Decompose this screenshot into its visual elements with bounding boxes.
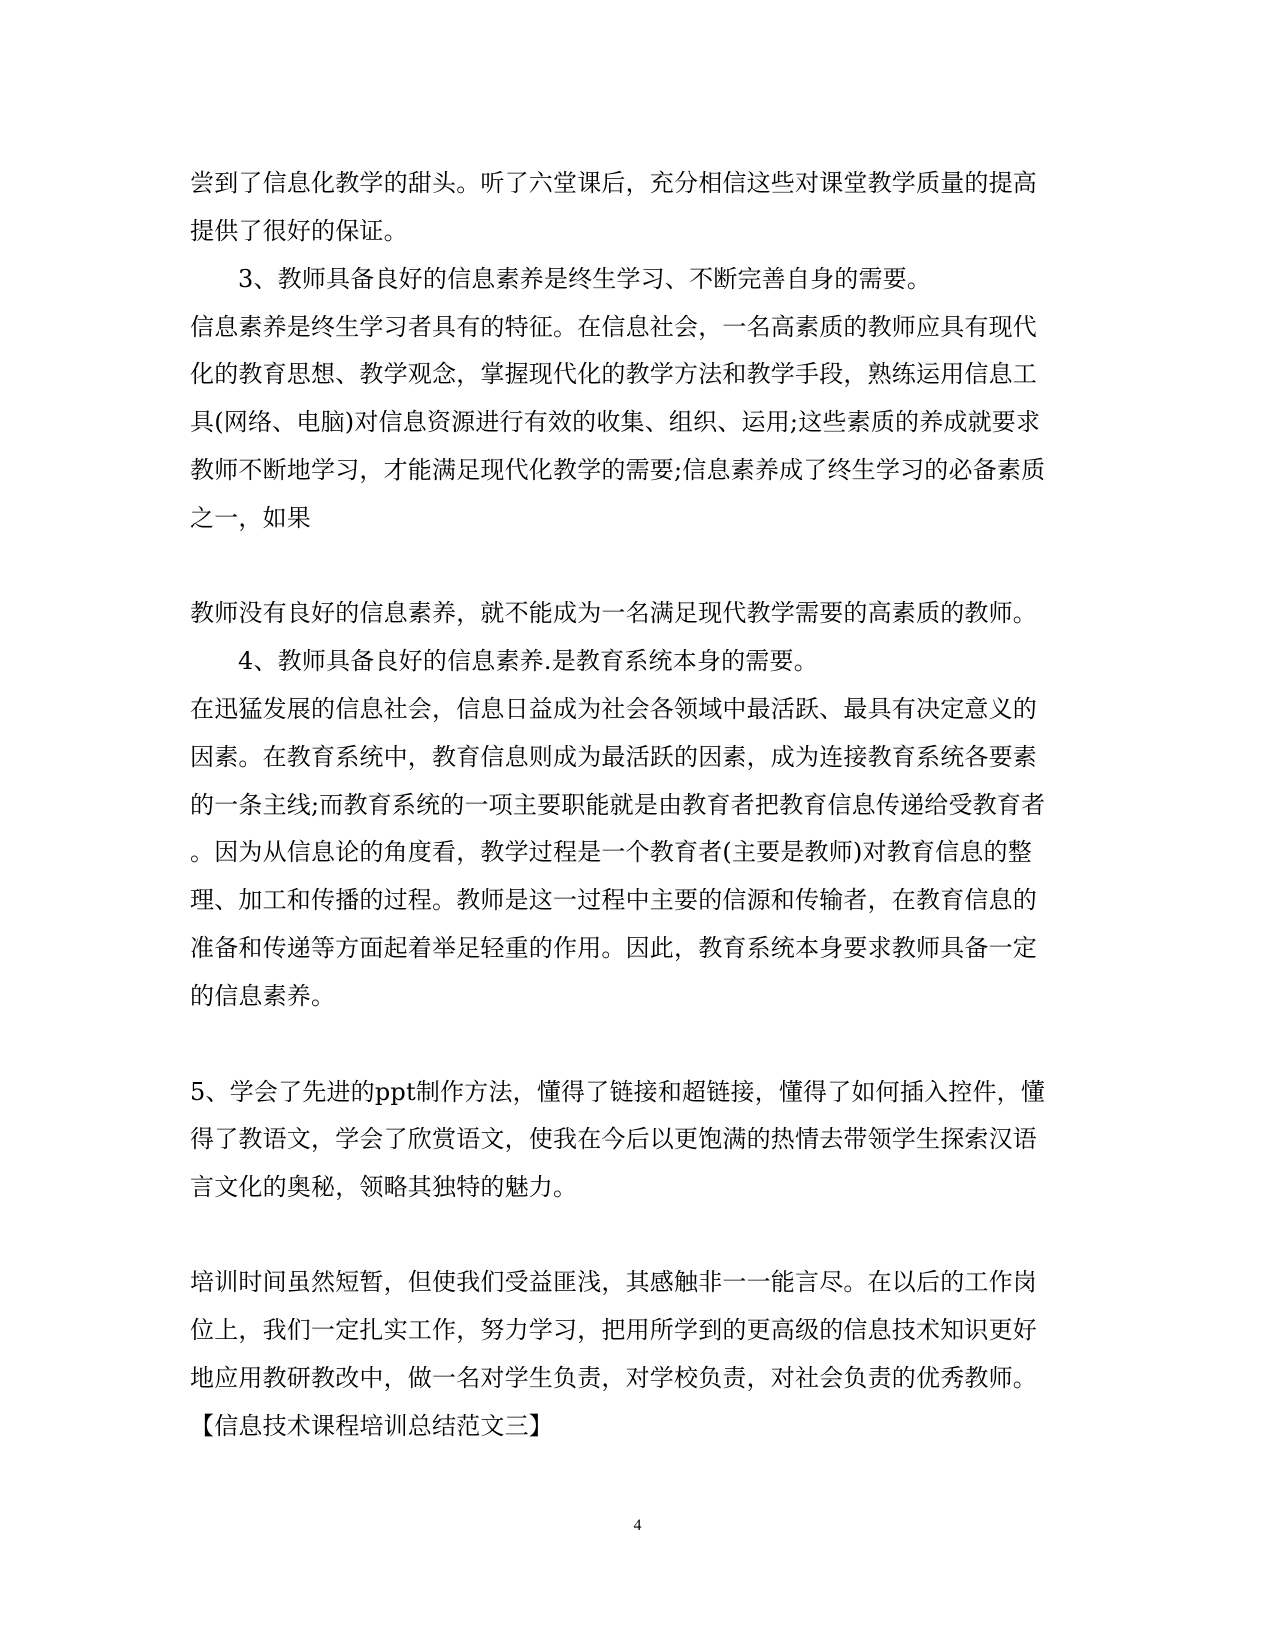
paragraph-line: 具(网络、电脑)对信息资源进行有效的收集、组织、运用;这些素质的养成就要求 bbox=[190, 408, 1041, 436]
paragraph-line: 在迅猛发展的信息社会，信息日益成为社会各领域中最活跃、最具有决定意义的 bbox=[190, 695, 1037, 723]
paragraph-line: 准备和传递等方面起着举足轻重的作用。因此，教育系统本身要求教师具备一定 bbox=[190, 934, 1037, 962]
paragraph-line: 教师不断地学习，才能满足现代化教学的需要;信息素养成了终生学习的必备素质 bbox=[190, 456, 1046, 484]
paragraph-line: 的信息素养。 bbox=[190, 982, 336, 1010]
paragraph-line: 的一条主线;而教育系统的一项主要职能就是由教育者把教育信息传递给受教育者 bbox=[190, 791, 1046, 819]
paragraph-line: 理、加工和传播的过程。教师是这一过程中主要的信源和传输者，在教育信息的 bbox=[190, 886, 1037, 914]
paragraph-line: 因素。在教育系统中，教育信息则成为最活跃的因素，成为连接教育系统各要素 bbox=[190, 743, 1037, 771]
paragraph-line: 尝到了信息化教学的甜头。听了六堂课后，充分相信这些对课堂教学质量的提高 bbox=[190, 169, 1037, 197]
paragraph-line: 得了教语文，学会了欣赏语文，使我在今后以更饱满的热情去带领学生探索汉语 bbox=[190, 1125, 1037, 1153]
paragraph-line: 提供了很好的保证。 bbox=[190, 217, 408, 245]
paragraph-line: 位上，我们一定扎实工作，努力学习，把用所学到的更高级的信息技术知识更好 bbox=[190, 1316, 1037, 1344]
paragraph-line: 地应用教研教改中，做一名对学生负责，对学校负责，对社会负责的优秀教师。 bbox=[190, 1364, 1037, 1392]
section-title-bracketed: 【信息技术课程培训总结范文三】 bbox=[190, 1412, 553, 1440]
paragraph-line: 之一，如果 bbox=[190, 504, 311, 532]
section-heading-3: 3、教师具备良好的信息素养是终生学习、不断完善自身的需要。 bbox=[238, 265, 932, 293]
paragraph-line: 教师没有良好的信息素养，就不能成为一名满足现代教学需要的高素质的教师。 bbox=[190, 599, 1037, 627]
paragraph-line: 言文化的奥秘，领略其独特的魅力。 bbox=[190, 1173, 578, 1201]
paragraph-line: 5、学会了先进的ppt制作方法，懂得了链接和超链接，懂得了如何插入控件，懂 bbox=[190, 1078, 1046, 1106]
page-number: 4 bbox=[633, 1517, 642, 1534]
section-heading-4: 4、教师具备良好的信息素养.是教育系统本身的需要。 bbox=[238, 647, 818, 675]
paragraph-line: 化的教育思想、教学观念，掌握现代化的教学方法和教学手段，熟练运用信息工 bbox=[190, 360, 1037, 388]
paragraph-line: 信息素养是终生学习者具有的特征。在信息社会，一名高素质的教师应具有现代 bbox=[190, 313, 1037, 341]
paragraph-line: 培训时间虽然短暂，但使我们受益匪浅，其感触非一一能言尽。在以后的工作岗 bbox=[190, 1268, 1037, 1296]
paragraph-line: 。因为从信息论的角度看，教学过程是一个教育者(主要是教师)对教育信息的整 bbox=[190, 838, 1032, 866]
